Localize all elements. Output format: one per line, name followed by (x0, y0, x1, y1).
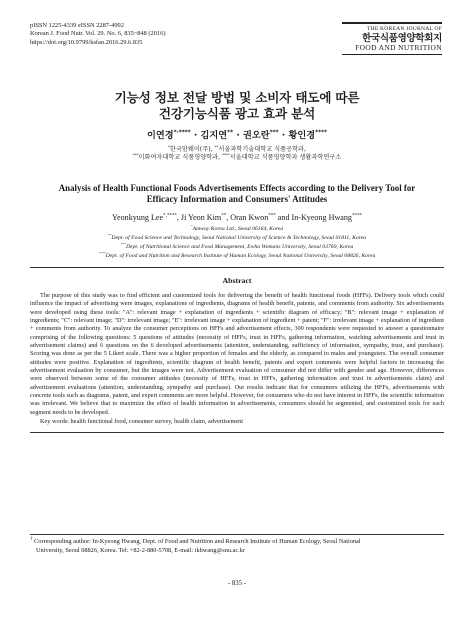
english-affil-4-mark: **** (98, 251, 106, 256)
english-author-3-mark: *** (268, 213, 276, 219)
english-affil-4: Dept. of Food and Nutrition and Research Institute of Human Ecology, Seoul National University, Seoul 08826, Korea (105, 253, 376, 260)
footnote-text-1: Corresponding author: In-Kyeong Hwang, Dept. of Food and Nutrition and Research Institute of Human Ecology, Seoul National (34, 538, 361, 545)
korean-author-sep: · (233, 130, 244, 141)
english-affil-2-mark: ** (107, 233, 112, 238)
korean-author-sep: · (278, 130, 289, 141)
journal-name-en-top: THE KOREAN JOURNAL OF (366, 26, 442, 32)
english-author-3: Oran Kwon (230, 213, 269, 222)
citation-block (30, 22, 165, 47)
english-author-2: Ji Yeon Kim (180, 213, 222, 222)
journal-name-kr: 한국식품영양학회지 (362, 33, 442, 44)
journal-logo (342, 22, 442, 55)
english-affil-1: Amway Korea Ltd., Seoul 06164, Korea (192, 226, 284, 232)
english-affil-3: Dept. of Nutritional Science and Food Management, Ewha Womans University, Seoul 03760, Korea (125, 244, 354, 251)
english-affil-3-mark: *** (120, 242, 126, 247)
english-author-sep: , (176, 213, 181, 222)
korean-affiliations (0, 143, 474, 163)
english-affil-line1 (0, 225, 474, 234)
english-author-sep: , (226, 213, 231, 222)
corresponding-author-footnote (30, 538, 444, 555)
abstract-heading: Abstract (222, 276, 252, 285)
english-author-4-mark: **** (351, 213, 363, 219)
korean-author-1: 이연경 (146, 130, 174, 141)
doi-link[interactable]: https://doi.org/10.9799/ksfan.2016.29.6.835 (30, 38, 143, 46)
english-title-line2: Efficacy Information and Consumers' Attitudes (146, 194, 328, 205)
journal-name-en-bottom: FOOD AND NUTRITION (355, 43, 442, 52)
korean-authors (0, 130, 474, 141)
english-author-1-mark: *,**** (163, 213, 177, 219)
korean-title-line2: 건강기능식품 광고 효과 분석 (158, 106, 316, 121)
korean-title (0, 90, 474, 122)
english-affil-line2 (0, 234, 474, 243)
korean-affil-4: 서울대학교 식품영양학과 생활과학연구소 (229, 154, 342, 162)
journal-logo-rule-bottom (342, 54, 442, 55)
english-title (20, 183, 454, 206)
journal-logo-rule-top (342, 22, 442, 24)
korean-affil-2-mark: ** (214, 143, 219, 149)
korean-author-1-mark: *·**** (173, 129, 191, 136)
issn-line: pISSN 1225-4339 eISSN 2287-4992 (30, 22, 124, 29)
korean-author-4-mark: **** (315, 129, 328, 136)
english-affiliations (0, 225, 474, 261)
korean-affil-3-mark: *** (132, 152, 139, 158)
english-affil-2: Dept. of Food Science and Technology, Seoul National University of Science & Technology, Seoul 01811, Korea (111, 235, 367, 242)
korean-affil-4-mark: **** (222, 152, 230, 158)
english-title-line1: Analysis of Health Functional Foods Advertisements Effects according to the Delivery Tool for (58, 183, 416, 193)
korean-author-2-mark: ** (227, 129, 234, 136)
abstract-body: The purpose of this study was to find efficient and customized tools for delivering the benefit of health functional foods (HFFs). Delivery tools which could influence the impact of advertising were images, explanations of ingredients, diagrams of health benefit, patents, and comments from authority. Six advertisements were developed using these tools: "A": relevant image + explanation of ingredients + scientific diagram of efficacy; "B": relevant image + explanation of ingredients; "C": relevant image; "D": irrelevant image; "E": irrelevant image + explanation of ingredient + patent; "F": irrelevant image + explanation of ingredient + comments from authority. To analyze the consumer perceptions on HFFs and advertisement effects, 300 respondents were requested to answer a questionnaire comprising of the following questions: 5 questions of attitudes (necessity of HFFs, trust in HFFs, gathering information, watching advertisements and trust in advertisement claims) and 6 questions on the 6 developed advertisements (attention, understanding, sufficiency of information, sympathy, trust, and purchase). Scoring was done as per the 5 Likert scale. There was a higher proportion of females and the elderly, as compared to males and youngsters. The overall consumer attitudes were positive. Explanation of ingredients, scientific diagram of health benefit, patents and expert comments were helpful factors in increasing the advertisement evaluation by consumer, but the images were not. Advertisement evaluation of consumer did not differ with gender and age. However, differences were observed between some of the consumer attitudes (necessity of HFFs, trust in HFFs, gathering information and trust in advertisements claim) and advertisement evaluations (attention, understanding, sympathy and purchase). Our results indicate that for consumers utilizing the HFFs, advertisements with concrete tools such as diagrams, patent, and expert comments are more helpful. However, for consumers who do not have interest in HFFs, the scientific information was irrelevant. We believe that to maximize the effect of health information in advertisements, consumers should be segmented, and customized tools for each segment needs to be developed. (30, 292, 444, 416)
korean-author-3-mark: *** (269, 129, 279, 136)
footnote-rule (30, 534, 444, 535)
english-authors (0, 213, 474, 223)
english-author-2-mark: ** (221, 213, 227, 219)
english-author-sep: and (275, 213, 292, 222)
footnote-line1 (30, 538, 444, 547)
english-affil-line4 (0, 252, 474, 261)
korean-affil-2: 서울과학기술대학교 식품공학과, (218, 146, 306, 153)
korean-author-4: 황인경 (288, 130, 316, 141)
footnote-mark: † (30, 536, 33, 542)
korean-affil-1-mark: * (168, 143, 170, 149)
korean-affil-3: 이화여자대학교 식품영양학과, (138, 154, 223, 162)
english-author-1: Yeonkyung Lee (111, 213, 164, 222)
abstract-rule-bottom (30, 432, 444, 433)
korean-title-line1: 기능성 정보 전달 방법 및 소비자 태도에 따른 (114, 90, 360, 105)
footnote-line2: University, Seoul 08826, Korea. Tel: +82-2-880-5708, E-mail: ikhwang@snu.ac.kr (36, 546, 245, 554)
abstract-rule-top (30, 267, 444, 268)
korean-author-3: 권오란 (243, 130, 270, 141)
english-affil-line3 (0, 243, 474, 252)
korean-author-2: 김지연 (200, 130, 228, 141)
english-affil-1-mark: * (190, 224, 193, 229)
keywords: Key words: health functional food, consumer survey, health claim, advertisement (40, 418, 244, 425)
english-author-4: In-Kyeong Hwang (291, 213, 352, 222)
page-number: - 835 - (227, 580, 247, 587)
citation-line: Korean J. Food Nutr. Vol. 29. No. 6, 835~848 (2016) (30, 30, 166, 38)
korean-affil-line2 (0, 154, 474, 162)
korean-affil-1: 한국암웨이(주), (169, 146, 215, 153)
korean-author-sep: · (190, 130, 201, 141)
